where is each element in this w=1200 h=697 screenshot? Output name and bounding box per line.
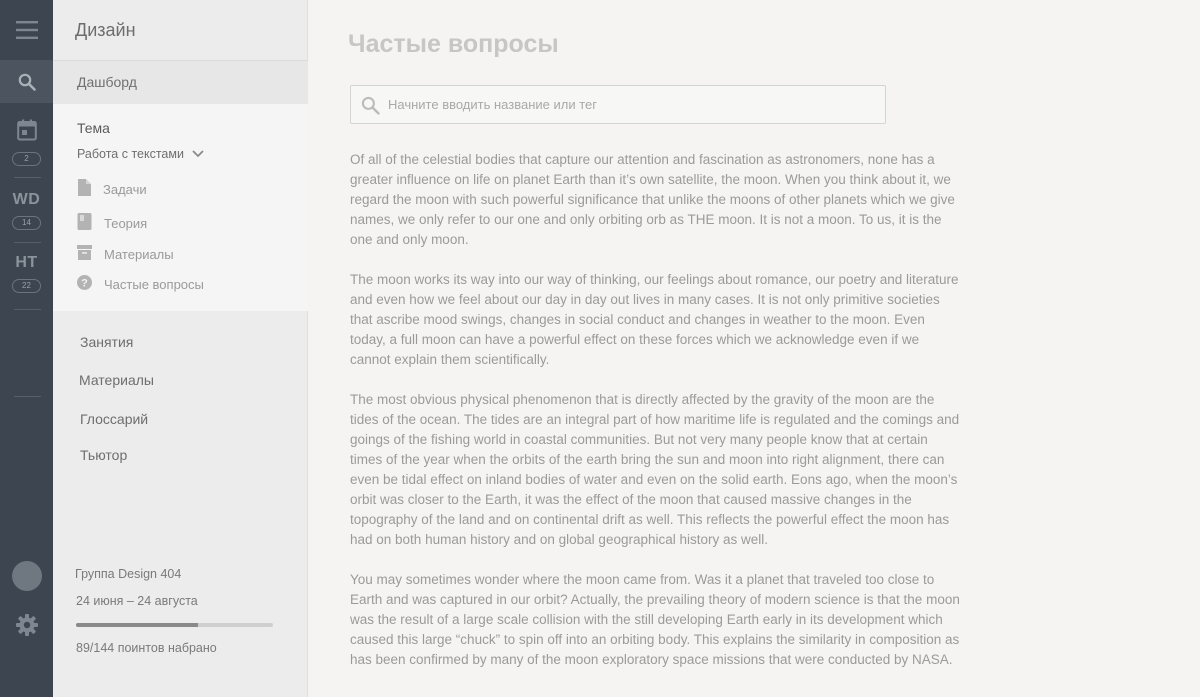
menu-icon[interactable] [0,10,53,50]
sidebar-item-tutor[interactable]: Тьютор [80,447,128,463]
points-text: 89/144 поинтов набрано [76,641,217,655]
sidebar-item-glossary[interactable]: Глоссарий [80,411,149,427]
help-icon [77,275,92,293]
sidebar-item-dashboard[interactable] [53,61,308,104]
topic-select[interactable] [77,147,204,161]
topic-item-label: Теория [104,215,148,231]
sidebar-header [53,0,308,61]
topic-item-materials[interactable] [77,244,174,264]
archive-icon [77,245,92,263]
group-name: Группа Design 404 [75,567,182,581]
topic-section [53,104,308,311]
gear-icon[interactable] [0,612,53,638]
chevron-down-icon [192,147,204,161]
icon-rail [0,0,53,697]
page-title: Частые вопросы [348,30,559,58]
topic-item-label: Частые вопросы [104,276,204,292]
ht-badge: 22 [12,279,41,293]
calendar-badge: 2 [12,152,41,166]
topic-label: Тема [77,120,110,136]
course-code-wd[interactable]: WD [12,191,41,208]
rail-divider [14,309,41,310]
course-code-ht[interactable]: HT [15,254,38,271]
sidebar-item-label: Дашборд [77,74,137,90]
topic-item-tasks[interactable] [77,179,147,199]
article-paragraph: The moon works its way into our way of thinking, our feelings about romance, our poetry and literature and even how we feel about our day in day out lives in many cases. It is not only primitive societies that ascribe mood swings, changes in social conduct and changes in weather to the moon. Even today, a full moon can have a powerful effect on these forces which we acknowledge even if we cannot explain them scientifically. [350,272,959,367]
search-icon[interactable] [0,60,53,103]
article-paragraph: You may sometimes wonder where the moon came from. Was it a planet that traveled too close to Earth and was captured in our orbit? Actually, the prevailing theory of modern science is that the moon was the result of a large scale collision with the still developing Earth early in its development which caused this large “chuck” to spin off into an orbiting body. This explains the similarity in composition as has been confirmed by many of the moon exploratory space missions that were conducted by NASA. [350,572,960,667]
topic-item-label: Материалы [104,246,174,262]
search-input[interactable] [388,86,868,123]
points-progress-fill [76,623,198,627]
topic-item-label: Задачи [103,181,147,197]
sidebar-item-lessons[interactable]: Занятия [80,334,134,350]
topic-item-faq[interactable] [77,274,204,294]
book-icon [77,213,92,233]
article-paragraph: Of all of the celestial bodies that capture our attention and fascination as astronomers, none has a greater influence on life on planet Earth than it’s own satellite, the moon. When you think about it, we regard the moon with such powerful significance that unlike the moons of other planets which we give names, we only refer to our one and only orbiting orb as THE moon. It is not a moon. To us, it is the one and only moon. [350,152,955,247]
rail-divider [14,242,41,243]
rail-divider [14,177,41,178]
rail-divider [14,396,41,397]
calendar-icon[interactable] [0,114,53,146]
main-content [309,0,1200,697]
sidebar-title: Дизайн [75,20,136,40]
avatar[interactable] [12,561,42,591]
document-icon [77,179,91,199]
search-box [350,85,886,124]
sidebar [53,0,308,697]
points-progress-bar [76,623,273,627]
topic-item-theory[interactable] [77,213,147,233]
faq-article [350,150,960,690]
article-paragraph: The most obvious physical phenomenon that is directly affected by the gravity of the moon are the tides of the ocean. The tides are an integral part of how maritime life is regulated and the comings and goings of the fishing world in coastal communities. But not very many people know that at certain times of the year when the orbits of the earth bring the sun and moon into right alignment, there can even be tidal effect on inland bodies of water and even on the solid earth. Eons ago, when the moon’s orbit was closer to the Earth, it was the effect of the moon that caused massive changes in the topography of the land and on continental drift as well. This reflects the powerful effect the moon has had on both human history and on global geographical history as well. [350,392,960,547]
search-icon [361,96,380,120]
wd-badge: 14 [12,216,41,230]
sidebar-item-materials[interactable]: Материалы [79,372,154,388]
svg-text:?: ? [81,277,88,290]
topic-selected-value: Работа с текстами [77,147,184,161]
group-dates: 24 июня – 24 августа [76,594,198,608]
